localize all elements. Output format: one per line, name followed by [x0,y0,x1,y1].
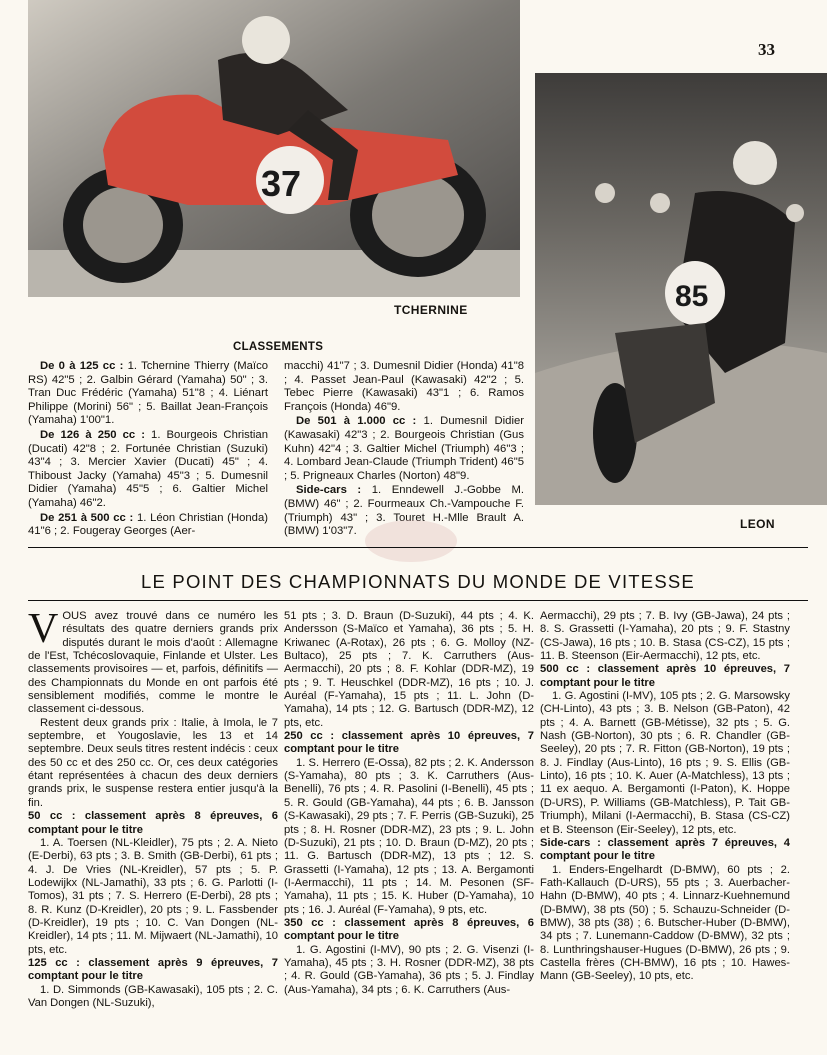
article-headline: LE POINT DES CHAMPIONNATS DU MONDE DE VITESSE [141,571,695,592]
ranking-list-continued: 51 pts ; 3. D. Braun (D-Suzuki), 44 pts ; 4. K. Andersson (S-Maïco et Yamaha), 36 pts ; 5. H. Kriwanec (A-Rotax), 26 pts ; 6. G. Molloy (NZ-Bultaco), 25 pts ; 7. K. Carruthers (Aus-Aermacchi), 20 pts ; 8. F. Kohlar (DDR-MZ), 19 pts ; 9. T. Heuschkel (DDR-MZ), 16 pts ; 10. J. Auréal (F-Yamaha), 15 pts ; 11. L. John (D-Yamaha), 14 pts ; 12. G. Bartusch (DDR-MZ), 12 pts, etc. [284,610,534,729]
result-entry-text: 1. Tchernine Thierry (Maïco RS) 42"5 ; 2. Galbin Gérard (Yamaha) 50" ; 3. Tran Duc Frédéric (Yamaha) 51"8 ; 4. Liénart Philippe (Morini) 56" ; 5. Baillat Jean-François (Yamaha) 1'00"1. [28,360,269,427]
result-entry-text: 1. Enndewell J.-Gobbe M. (BMW) 46" ; 2. Fourmeaux Ch.-Vampouche F. (Triumph) 43" ; 3. Touret H.-Mlle Brault A. (BMW) 1'03"7. [284,484,524,538]
result-entry-text: 1. Léon Christian (Honda) 41"6 ; 2. Fougeray Georges (Aer- [28,511,268,538]
article-column-3 [540,610,790,984]
photo-caption-left: TCHERNINE [394,303,468,317]
ranking-subheading: 250 cc : classement après 10 épreuves, 7 comptant pour le titre [284,730,534,756]
ranking-list: 1. A. Toersen (NL-Kleidler), 75 pts ; 2. A. Nieto (E-Derbi), 63 pts ; 3. B. Smith (GB-Derbi), 61 pts ; 4. J. De Vries (NL-Kreidler), 57 pts ; 5. P. Lodewijkx (NL-Jamathi), 33 pts ; 6. G. Parlotti (I-Tomos), 31 pts ; 7. S. Herrero (E-Derbi), 28 pts ; 8. R. Kunz (D-Kreidler), 20 pts ; 9. L. Fassbender (D-Kreidler), 19 pts ; 10. C. Van Dongen (NL-Kreidler), 14 pts ; 11. M. Mijwaert (NL-Jamathi), 10 pts, etc. [28,836,278,956]
result-entry-text: macchi) 41"7 ; 3. Dumesnil Didier (Honda) 41"8 ; 4. Passet Jean-Paul (Kawasaki) 42"2 ; 5. Tebec Pierre (Kawasaki) 43"1 ; 6. Ramos François (Honda) 46"9. [284,360,524,413]
article-column-2 [284,610,534,997]
result-entry [28,360,268,428]
classements-column-1 [28,360,268,540]
result-category-label: De 251 à 500 cc : [40,511,134,524]
result-entry [284,360,524,414]
article-column-1 [28,606,278,1010]
ranking-list: 1. G. Agostini (I-MV), 90 pts ; 2. G. Visenzi (I-Yamaha), 45 pts ; 3. H. Rosner (DDR-MZ), 38 pts ; 4. R. Gould (GB-Yamaha), 36 pts ; 5. J. Findlay (Aus-Yamaha), 34 pts ; 6. K. Carruthers (Aus- [284,943,534,996]
result-entry [284,415,524,483]
ranking-subheading: Side-cars : classement après 7 épreuves, 4 comptant pour le titre [540,836,790,863]
article-intro-text: OUS avez trouvé dans ce numéro les résultats des quatre derniers grands prix disputés durant le mois d'août : Allemagne de l'Est, Tchécoslovaquie, Finlande et Ulster. Les classements provisoires — et, parfois, définitifs — des Championnats du Monde en ont parfois été sensiblement modifiés, comme le montre le classement ci-dessous. [28,610,278,716]
photo-rider-85 [535,73,827,505]
ranking-list: 1. G. Agostini (I-MV), 105 pts ; 2. G. Marsowsky (CH-Linto), 43 pts ; 3. B. Nelson (GB-Paton), 42 pts ; 4. A. Barnett (GB-Métisse), 32 pts ; 5. G. Nash (GB-Norton), 30 pts ; 6. R. Chandler (GB-Seeley), 20 pts ; 7. R. Fitton (GB-Norton), 19 pts ; 8. J. Findlay (Aus-Linto), 16 pts ; 9. S. Ellis (GB-Linto), 16 pts ; 10. K. Auer (A-Matchless), 13 pts ; 11 ex aequo. A. Bergamonti (I-Paton), K. Hoppe (D-URS), P. Williams (GB-Matchless), P. Tait GB-Triumph), Milani (I-Aermacchi), B. Stasa (CS-CZ) et B. Steenson (Eir-Seeley), 12 pts, etc. [540,690,790,836]
result-category-label: De 126 à 250 cc : [40,428,145,441]
ranking-list: 1. S. Herrero (E-Ossa), 82 pts ; 2. K. Andersson (S-Yamaha), 80 pts ; 3. K. Carruthers (Aus-Benelli), 76 pts ; 4. R. Pasolini (I-Benelli), 45 pts ; 5. R. Gould (GB-Yamaha), 44 pts ; 6. B. Jansson (S-Kawasaki), 29 pts ; 7. F. Perris (GB-Suzuki), 25 pts ; 8. H. Rosner (DDR-MZ), 23 pts ; 9. L. John (D-Suzuki), 21 pts ; 10. D. Braun (D-MZ), 20 pts ; 11. G. Bartusch (DDR-MZ), 13 pts ; 12. S. Grassetti (I-Yamaha), 12 pts ; 13. A. Bergamonti (I-Aermacchi), 11 pts ; 14. M. Pesonen (SF-Yamaha), 11 pts ; 15. K. Huber (D-Yamaha), 10 pts ; 16. J. Auréal (F-Yamaha), 9 pts, etc. [284,756,534,916]
ranking-list-continued: Aermacchi), 29 pts ; 7. B. Ivy (GB-Jawa), 24 pts ; 8. S. Grassetti (I-Yamaha), 20 pts ; 9. F. Stastny (CS-Jawa), 16 pts ; 10. B. Stasa (CS-CZ), 15 pts ; 11. B. Steenson (Eir-Aermacchi), 12 pts, etc. [540,610,790,663]
result-category-label: De 501 à 1.000 cc : [296,415,417,428]
section-rule-bottom [28,600,808,601]
section-rule-top [28,547,808,548]
svg-text:37: 37 [261,163,302,204]
photo-rider-37 [28,0,520,297]
article-paragraph: Restent deux grands prix : Italie, à Imola, le 7 septembre, et Yougoslavie, les 13 et 14 septembre. Deux seuls titres restent indécis : ceux des 50 cc et des 250 cc. Or, ces deux catégories étant représentées à chacun des deux derniers grands prix, le suspense restera entier jusqu'à la fin. [28,716,278,809]
result-entry [28,512,268,539]
classements-column-2 [284,360,524,540]
article-intro-paragraph [28,606,278,717]
watermark-stamp [365,520,457,562]
ranking-subheading: 350 cc : classement après 8 épreuves, 6 comptant pour le titre [284,916,534,943]
page-number: 33 [758,40,775,59]
ranking-list: 1. Enders-Engelhardt (D-BMW), 60 pts ; 2. Fath-Kallauch (D-URS), 55 pts ; 3. Auerbacher-Hahn (D-BMW), 40 pts ; 4. Linnarz-Kuehnemund (D-BMW), 38 pts (50) ; 5. Schauzu-Schneider (D-BMW), 38 pts (38) ; 6. Butscher-Huber (D-BMW), 34 pts ; 7. Lunemann-Caddow (D-BMW), 32 pts ; 8. Lunthringshauser-Hugues (D-BMW), 26 pts ; 9. Castella frères (CH-BMW), 16 pts ; 10. Hawes-Mann (GB-Seeley), 10 pts, etc. [540,863,790,983]
ranking-subheading: 125 cc : classement après 9 épreuves, 7 comptant pour le titre [28,956,278,983]
result-category-label: Side-cars : [296,484,362,497]
result-category-label: De 0 à 125 cc : [40,360,124,372]
ranking-subheading: 50 cc : classement après 8 épreuves, 6 comptant pour le titre [28,810,278,836]
result-entry-text: 1. Dumesnil Didier (Kawasaki) 42"3 ; 2. Bourgeois Christian (Gus Kuhn) 42"4 ; 3. Galtier Michel (Triumph) 46"3 ; 4. Lombard Jean-Claude (Triumph Trident) 46"5 ; 5. Prigneaux Charles (Norton) 48"9. [284,415,524,482]
drop-cap: V [28,606,59,652]
result-entry-text: 1. Bourgeois Christian (Ducati) 42"8 ; 2. Fortunée Christian (Suzuki) 43"4 ; 3. Mercier Xavier (Ducati) 45" ; 4. Thiboust Jacky (Yamaha) 45"3 ; 5. Dumesnil Didier (Yamaha) 45"5 ; 6. Galtier Michel (Yamaha) 46"2. [28,428,268,509]
classements-title: CLASSEMENTS [233,341,324,353]
photo-caption-right: LEON [740,517,775,531]
ranking-list: 1. D. Simmonds (GB-Kawasaki), 105 pts ; 2. C. Van Dongen (NL-Suzuki), [28,983,278,1009]
result-entry [28,429,268,511]
svg-text:85: 85 [675,280,709,313]
ranking-subheading: 500 cc : classement après 10 épreuves, 7 comptant pour le titre [540,663,790,689]
